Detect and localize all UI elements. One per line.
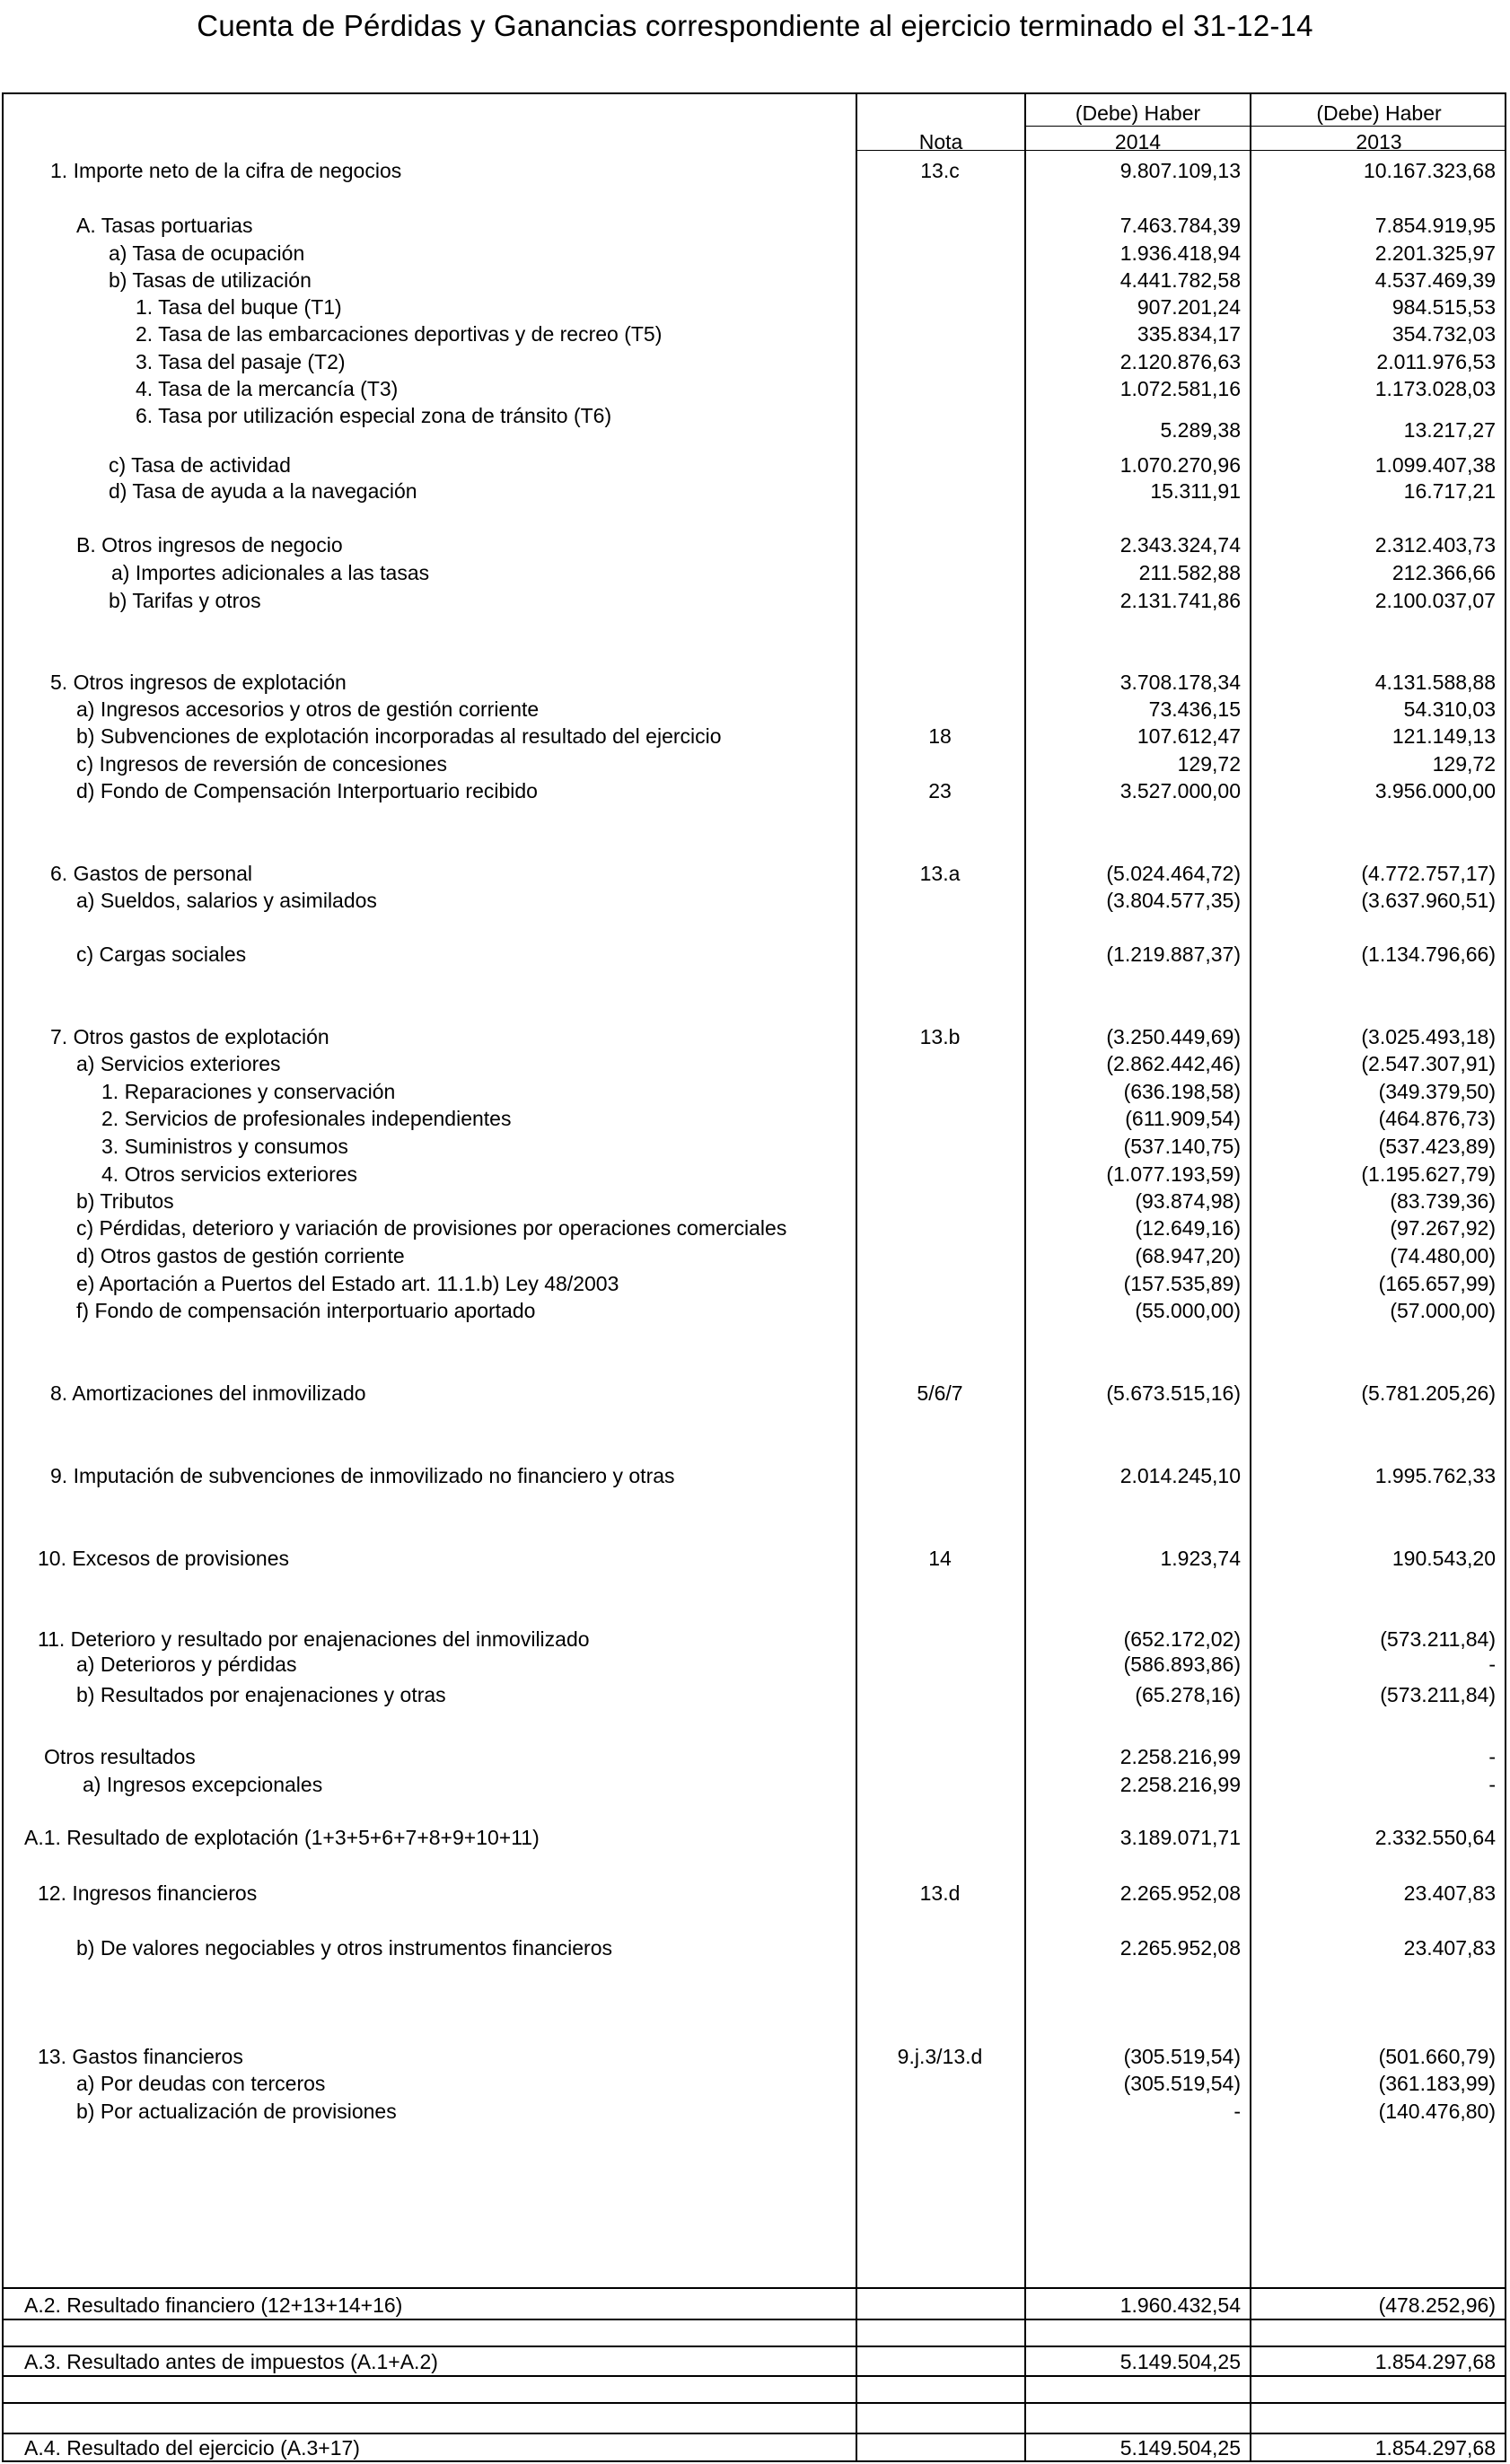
table-row [0,1162,1510,1187]
table-row [0,1271,1510,1296]
table-row [0,478,1510,504]
table-rule [2,2402,1506,2404]
row-value-2014: 129,72 [1177,752,1241,776]
table-row-total [0,2435,1510,2460]
row-label: b) De valores negociables y otros instrumentos financieros [76,1936,613,1960]
row-label: A.2. Resultado financiero (12+13+14+16) [24,2293,403,2317]
table-row [0,349,1510,374]
row-label: 2. Tasa de las embarcaciones deportivas y de recreo (T5) [136,322,663,346]
row-value-2014: 4.441.782,58 [1119,268,1241,292]
row-value-2013: (74.480,00) [1390,1244,1496,1267]
row-value-2013: (573.211,84) [1380,1683,1496,1706]
column-header-2013: 2013 [1356,130,1402,153]
row-label: 12. Ingresos financieros [38,1881,258,1905]
row-value-2013: - [1488,1745,1496,1768]
row-value-2013: 10.167.323,68 [1363,159,1496,182]
table-rule [2,2375,1506,2377]
table-row [0,861,1510,886]
row-value-2014: (305.519,54) [1123,2045,1241,2068]
row-value-2013: (5.781.205,26) [1361,1381,1496,1405]
table-row [0,1188,1510,1214]
row-label: 11. Deterioro y resultado por enajenaciones del inmovilizado [38,1627,590,1651]
row-value-2014: (3.804.577,35) [1106,889,1241,912]
row-label: 3. Suministros y consumos [101,1135,348,1158]
row-value-2014: (652.172,02) [1123,1627,1241,1651]
row-value-2013: 1.854.297,68 [1374,2350,1496,2373]
table-rule [2,2346,1506,2347]
table-row [0,1381,1510,1406]
table-row [0,241,1510,266]
row-value-2014: 107.612,47 [1137,724,1241,748]
row-value-2013: 2.312.403,73 [1374,533,1496,557]
row-value-2014: 5.149.504,25 [1119,2350,1241,2373]
row-value-2013: 2.201.325,97 [1374,241,1496,265]
row-note: 9.j.3/13.d [897,2045,983,2068]
row-value-2014: 9.807.109,13 [1119,159,1241,182]
table-row [0,1298,1510,1323]
row-value-2014: 3.708.178,34 [1119,671,1241,694]
row-value-2013: (361.183,99) [1378,2072,1496,2095]
table-row [0,1051,1510,1076]
row-label: c) Ingresos de reversión de concesiones [76,752,447,776]
row-label: 9. Imputación de subvenciones de inmovilizado no financiero y otras [50,1464,675,1487]
row-note: 13.b [919,1025,961,1048]
row-value-2013: 13.217,27 [1403,418,1496,442]
table-row [0,294,1510,320]
row-label: 2. Servicios de profesionales independientes [101,1107,512,1130]
row-value-2014: 335.834,17 [1137,322,1241,346]
row-label: b) Subvenciones de explotación incorporadas al resultado del ejercicio [76,724,722,748]
table-row [0,1935,1510,1960]
row-value-2014: (55.000,00) [1135,1299,1241,1322]
row-value-2013: (478.252,96) [1378,2293,1496,2317]
row-label: B. Otros ingresos de negocio [76,533,343,557]
row-value-2013: (97.267,92) [1390,1216,1496,1240]
row-value-2014: 907.201,24 [1137,295,1241,319]
row-value-2013: 16.717,21 [1403,479,1496,503]
row-value-2014: 1.070.270,96 [1119,453,1241,477]
row-value-2013: 1.995.762,33 [1374,1464,1496,1487]
row-label: a) Tasa de ocupación [109,241,305,265]
table-row [0,1134,1510,1159]
row-value-2014: 1.923,74 [1160,1547,1241,1570]
row-label: A.1. Resultado de explotación (1+3+5+6+7+8+9+10+11) [24,1826,540,1849]
row-value-2014: 2.343.324,74 [1119,533,1241,557]
row-value-2014: (93.874,98) [1135,1189,1241,1213]
row-value-2014: 73.436,15 [1148,697,1241,721]
row-label: 6. Gastos de personal [50,862,253,885]
row-value-2013: (140.476,80) [1378,2100,1496,2123]
table-row [0,1079,1510,1104]
row-note: 5/6/7 [917,1381,963,1405]
row-value-2013: 54.310,03 [1403,697,1496,721]
row-label: a) Sueldos, salarios y asimilados [76,889,377,912]
row-label: b) Tasas de utilización [109,268,312,292]
row-label: d) Otros gastos de gestión corriente [76,1244,405,1267]
table-row [0,2099,1510,2124]
row-value-2013: 129,72 [1432,752,1496,776]
table-row [0,1772,1510,1797]
table-row [0,1744,1510,1769]
row-label: b) Resultados por enajenaciones y otras [76,1683,446,1706]
row-value-2014: (65.278,16) [1135,1683,1241,1706]
row-label: 5. Otros ingresos de explotación [50,671,347,694]
row-value-2014: 3.189.071,71 [1119,1826,1241,1849]
table-row [0,403,1510,442]
row-value-2014: (12.649,16) [1135,1216,1241,1240]
table-row [0,452,1510,478]
row-value-2014: (3.250.449,69) [1106,1025,1241,1048]
row-value-2014: (5.024.464,72) [1106,862,1241,885]
table-row [0,942,1510,967]
table-row [0,158,1510,183]
row-label: 6. Tasa por utilización especial zona de tránsito (T6) [136,404,612,427]
table-row [0,1627,1510,1652]
row-note: 13.c [920,159,960,182]
row-note: 13.a [919,862,961,885]
row-label: d) Fondo de Compensación Interportuario recibido [76,779,538,802]
column-header-debe-haber-2014: (Debe) Haber [1075,101,1201,125]
row-value-2014: 1.072.581,16 [1119,377,1241,400]
row-value-2014: - [1233,2100,1241,2123]
column-header-nota: Nota [918,130,963,153]
statement-title: Cuenta de Pérdidas y Ganancias correspondiente al ejercicio terminado el 31-12-14 [197,9,1313,42]
row-value-2014: 7.463.784,39 [1119,214,1241,237]
row-value-2014: 5.289,38 [1160,418,1241,442]
row-value-2014: (586.893,86) [1123,1653,1241,1676]
row-label: b) Tarifas y otros [109,589,261,612]
row-note: 14 [928,1547,952,1570]
table-row [0,1682,1510,1707]
row-value-2014: (611.909,54) [1125,1107,1241,1130]
row-value-2013: 190.543,20 [1391,1547,1496,1570]
column-header-2014: 2014 [1114,130,1162,153]
table-row [0,670,1510,695]
row-label: 1. Importe neto de la cifra de negocios [50,159,402,182]
row-label: 10. Excesos de provisiones [38,1547,289,1570]
row-value-2014: 2.014.245,10 [1119,1464,1241,1487]
row-label: A. Tasas portuarias [76,214,253,237]
table-row [0,1825,1510,1850]
row-value-2013: (3.025.493,18) [1361,1025,1496,1048]
row-value-2013: - [1488,1653,1496,1676]
row-value-2014: 1.936.418,94 [1119,241,1241,265]
row-label: a) Deterioros y pérdidas [76,1653,297,1676]
row-label: a) Ingresos accesorios y otros de gestión corriente [76,697,540,721]
row-note: 13.d [919,1881,961,1905]
table-row [0,267,1510,293]
row-value-2013: (165.657,99) [1378,1272,1496,1295]
table-rule [2,2433,1506,2434]
table-row [0,2071,1510,2096]
table-rule [2,2319,1506,2320]
row-value-2013: (4.772.757,17) [1361,862,1496,885]
row-value-2014: 2.258.216,99 [1119,1745,1241,1768]
table-row [0,1215,1510,1241]
row-value-2013: (3.637.960,51) [1361,889,1496,912]
row-value-2013: (501.660,79) [1378,2045,1496,2068]
row-label: c) Tasa de actividad [109,453,291,477]
row-value-2013: 354.732,03 [1391,322,1496,346]
row-value-2013: 984.515,53 [1391,295,1496,319]
row-value-2014: 2.258.216,99 [1119,1773,1241,1796]
row-value-2013: 23.407,83 [1403,1881,1496,1905]
table-row [0,376,1510,401]
table-row-total [0,2293,1510,2318]
row-value-2014: (1.219.887,37) [1106,943,1241,966]
table-row [0,1106,1510,1131]
row-label: 13. Gastos financieros [38,2045,243,2068]
row-label: d) Tasa de ayuda a la navegación [109,479,417,503]
row-value-2014: (157.535,89) [1123,1272,1241,1295]
row-value-2013: 2.011.976,53 [1376,350,1496,373]
column-header-debe-haber-2013: (Debe) Haber [1316,101,1442,125]
row-label: Otros resultados [44,1745,196,1768]
row-value-2013: (83.739,36) [1390,1189,1496,1213]
row-value-2013: 7.854.919,95 [1374,214,1496,237]
row-value-2013: (464.876,73) [1378,1107,1496,1130]
header-rule-upper [1024,126,1506,127]
row-label: a) Por deudas con terceros [76,2072,326,2095]
row-value-2014: 15.311,91 [1150,479,1241,503]
row-value-2014: 5.149.504,25 [1119,2436,1241,2460]
row-value-2013: (1.134.796,66) [1361,943,1496,966]
row-label: 7. Otros gastos de explotación [50,1025,329,1048]
row-label: b) Por actualización de provisiones [76,2100,397,2123]
row-value-2014: (305.519,54) [1123,2072,1241,2095]
row-value-2014: 2.265.952,08 [1119,1881,1241,1905]
table-row [0,560,1510,585]
row-label: e) Aportación a Puertos del Estado art. 11.1.b) Ley 48/2003 [76,1272,619,1295]
row-value-2013: 121.149,13 [1391,724,1496,748]
row-value-2014: 3.527.000,00 [1119,779,1241,802]
row-label: b) Tributos [76,1189,174,1213]
row-value-2014: (1.077.193,59) [1106,1162,1241,1186]
row-value-2014: (5.673.515,16) [1106,1381,1241,1405]
table-row [0,1546,1510,1571]
table-row-total [0,2349,1510,2374]
table-rule [2,2287,1506,2289]
row-value-2013: 1.173.028,03 [1374,377,1496,400]
row-value-2014: (2.862.442,46) [1106,1052,1241,1075]
row-value-2013: (537.423,89) [1378,1135,1496,1158]
table-row [0,1652,1510,1677]
table-row [0,697,1510,722]
row-value-2014: 2.265.952,08 [1119,1936,1241,1960]
row-label: 4. Otros servicios exteriores [101,1162,358,1186]
row-value-2013: (57.000,00) [1390,1299,1496,1322]
table-row [0,751,1510,776]
row-value-2013: 23.407,83 [1403,1936,1496,1960]
row-label: 4. Tasa de la mercancía (T3) [136,377,399,400]
row-value-2014: 2.131.741,86 [1119,589,1241,612]
row-value-2014: (68.947,20) [1135,1244,1241,1267]
row-value-2013: 2.100.037,07 [1374,589,1496,612]
row-value-2014: 211.582,88 [1138,561,1241,584]
table-row [0,1024,1510,1049]
row-value-2014: 2.120.876,63 [1119,350,1241,373]
table-row [0,532,1510,557]
table-row [0,1463,1510,1488]
row-value-2014: (537.140,75) [1123,1135,1241,1158]
row-value-2013: 4.131.588,88 [1374,671,1496,694]
row-label: A.3. Resultado antes de impuestos (A.1+A.2) [24,2350,438,2373]
row-value-2014: (636.198,58) [1123,1080,1241,1103]
table-row [0,778,1510,803]
row-label: A.4. Resultado del ejercicio (A.3+17) [24,2436,360,2460]
row-label: c) Cargas sociales [76,943,247,966]
table-row [0,2044,1510,2069]
row-label: 8. Amortizaciones del inmovilizado [50,1381,366,1405]
row-value-2013: 212.366,66 [1391,561,1496,584]
table-row [0,321,1510,346]
row-value-2013: (1.195.627,79) [1361,1162,1496,1186]
row-label: a) Servicios exteriores [76,1052,281,1075]
row-label: 1. Tasa del buque (T1) [136,295,342,319]
row-value-2013: 2.332.550,64 [1374,1826,1496,1849]
row-value-2013: 4.537.469,39 [1374,268,1496,292]
row-label: f) Fondo de compensación interportuario aportado [76,1299,536,1322]
row-label: c) Pérdidas, deterioro y variación de provisiones por operaciones comerciales [76,1216,787,1240]
row-note: 18 [928,724,952,748]
table-row [0,213,1510,238]
row-value-2013: 1.854.297,68 [1374,2436,1496,2460]
table-row [0,588,1510,613]
row-value-2013: (2.547.307,91) [1361,1052,1496,1075]
table-row [0,723,1510,749]
table-row [0,888,1510,913]
row-value-2013: 3.956.000,00 [1374,779,1496,802]
row-label: a) Ingresos excepcionales [83,1773,323,1796]
row-value-2013: (349.379,50) [1378,1080,1496,1103]
row-note: 23 [928,779,952,802]
table-row [0,1881,1510,1906]
row-value-2014: 1.960.432,54 [1119,2293,1241,2317]
row-value-2013: 1.099.407,38 [1374,453,1496,477]
row-label: 1. Reparaciones y conservación [101,1080,396,1103]
table-row [0,1243,1510,1268]
row-label: a) Importes adicionales a las tasas [111,561,430,584]
row-label: 3. Tasa del pasaje (T2) [136,350,346,373]
row-value-2013: - [1488,1773,1496,1796]
row-value-2013: (573.211,84) [1380,1627,1496,1651]
